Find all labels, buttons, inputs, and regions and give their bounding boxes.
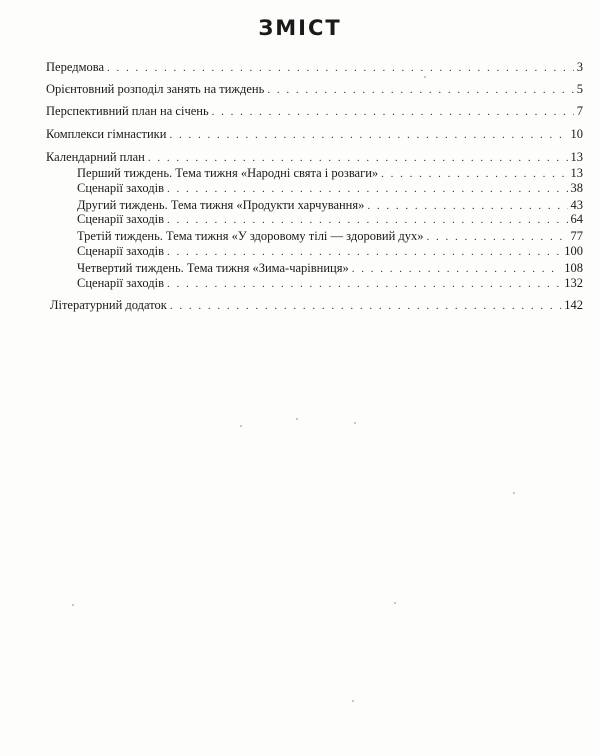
toc-entry-label: Перший тиждень. Тема тижня «Народні свята і розваги» xyxy=(77,166,379,180)
toc-entry-page: 108 xyxy=(564,261,583,275)
dot-leader xyxy=(148,151,568,166)
toc-entry xyxy=(77,276,583,292)
toc-entry xyxy=(50,298,583,314)
dot-leader xyxy=(170,299,561,314)
dot-leader xyxy=(107,61,574,76)
toc-entry-label: Календарний план xyxy=(46,150,145,164)
dot-leader xyxy=(212,105,574,120)
toc-entry-page: 77 xyxy=(570,229,583,243)
toc-entry xyxy=(77,212,583,228)
toc-entry-label: Сценарії заходів xyxy=(77,244,165,258)
scan-speck xyxy=(354,422,356,424)
toc-entry-label: Літературний додаток xyxy=(50,298,167,312)
scan-speck xyxy=(513,492,515,494)
toc-entry-label: Сценарії заходів xyxy=(77,276,165,290)
toc-entry xyxy=(46,104,583,120)
toc-entry-label: Комплекси гімнастики xyxy=(46,127,167,141)
toc-entry-page: 3 xyxy=(576,60,583,74)
toc-entry-page: 132 xyxy=(564,276,583,290)
toc-entry-page: 38 xyxy=(570,181,583,195)
toc-entry xyxy=(77,261,583,277)
toc-entry-label: Другий тиждень. Тема тижня «Продукти харчування» xyxy=(77,198,365,212)
scan-speck xyxy=(296,418,298,420)
toc-entry xyxy=(77,244,583,260)
toc-entry-page: 142 xyxy=(564,298,583,312)
scan-speck xyxy=(424,76,426,78)
dot-leader xyxy=(167,245,561,260)
page-title: ЗМІСТ xyxy=(258,16,342,40)
toc-entry xyxy=(46,127,583,143)
toc-entry-page: 5 xyxy=(576,82,583,96)
toc-entry xyxy=(77,181,583,197)
toc-entry-label: Орієнтовний розподіл занять на тиждень xyxy=(46,82,265,96)
toc-entry xyxy=(46,82,583,98)
scan-speck xyxy=(240,425,242,427)
dot-leader xyxy=(167,277,561,292)
toc-entry xyxy=(77,229,583,245)
toc-entry xyxy=(46,150,583,166)
toc-entry-page: 10 xyxy=(570,127,583,141)
toc-entry-page: 100 xyxy=(564,244,583,258)
dot-leader xyxy=(381,167,567,182)
toc-entry xyxy=(77,166,583,182)
toc-entry-label: Сценарії заходів xyxy=(77,212,165,226)
toc-entry-label: Передмова xyxy=(46,60,105,74)
dot-leader xyxy=(167,182,567,197)
dot-leader xyxy=(169,128,567,143)
toc-entry-label: Перспективний план на січень xyxy=(46,104,209,118)
scan-speck xyxy=(72,604,74,606)
toc-entry xyxy=(46,60,583,76)
dot-leader xyxy=(167,213,567,228)
dot-leader xyxy=(267,83,573,98)
toc-entry-page: 13 xyxy=(570,150,583,164)
scan-speck xyxy=(352,700,354,702)
dot-leader xyxy=(352,262,562,277)
toc-entry-label: Третій тиждень. Тема тижня «У здоровому тілі — здоровий дух» xyxy=(77,229,424,243)
toc-entry-page: 7 xyxy=(576,104,583,118)
toc-entry-page: 43 xyxy=(570,198,583,212)
toc-entry-page: 64 xyxy=(570,212,583,226)
dot-leader xyxy=(427,230,568,245)
toc-entry-label: Сценарії заходів xyxy=(77,181,165,195)
toc-entry-page: 13 xyxy=(570,166,583,180)
toc-entry-label: Четвертий тиждень. Тема тижня «Зима-чарівниця» xyxy=(77,261,349,275)
scan-speck xyxy=(394,602,396,604)
